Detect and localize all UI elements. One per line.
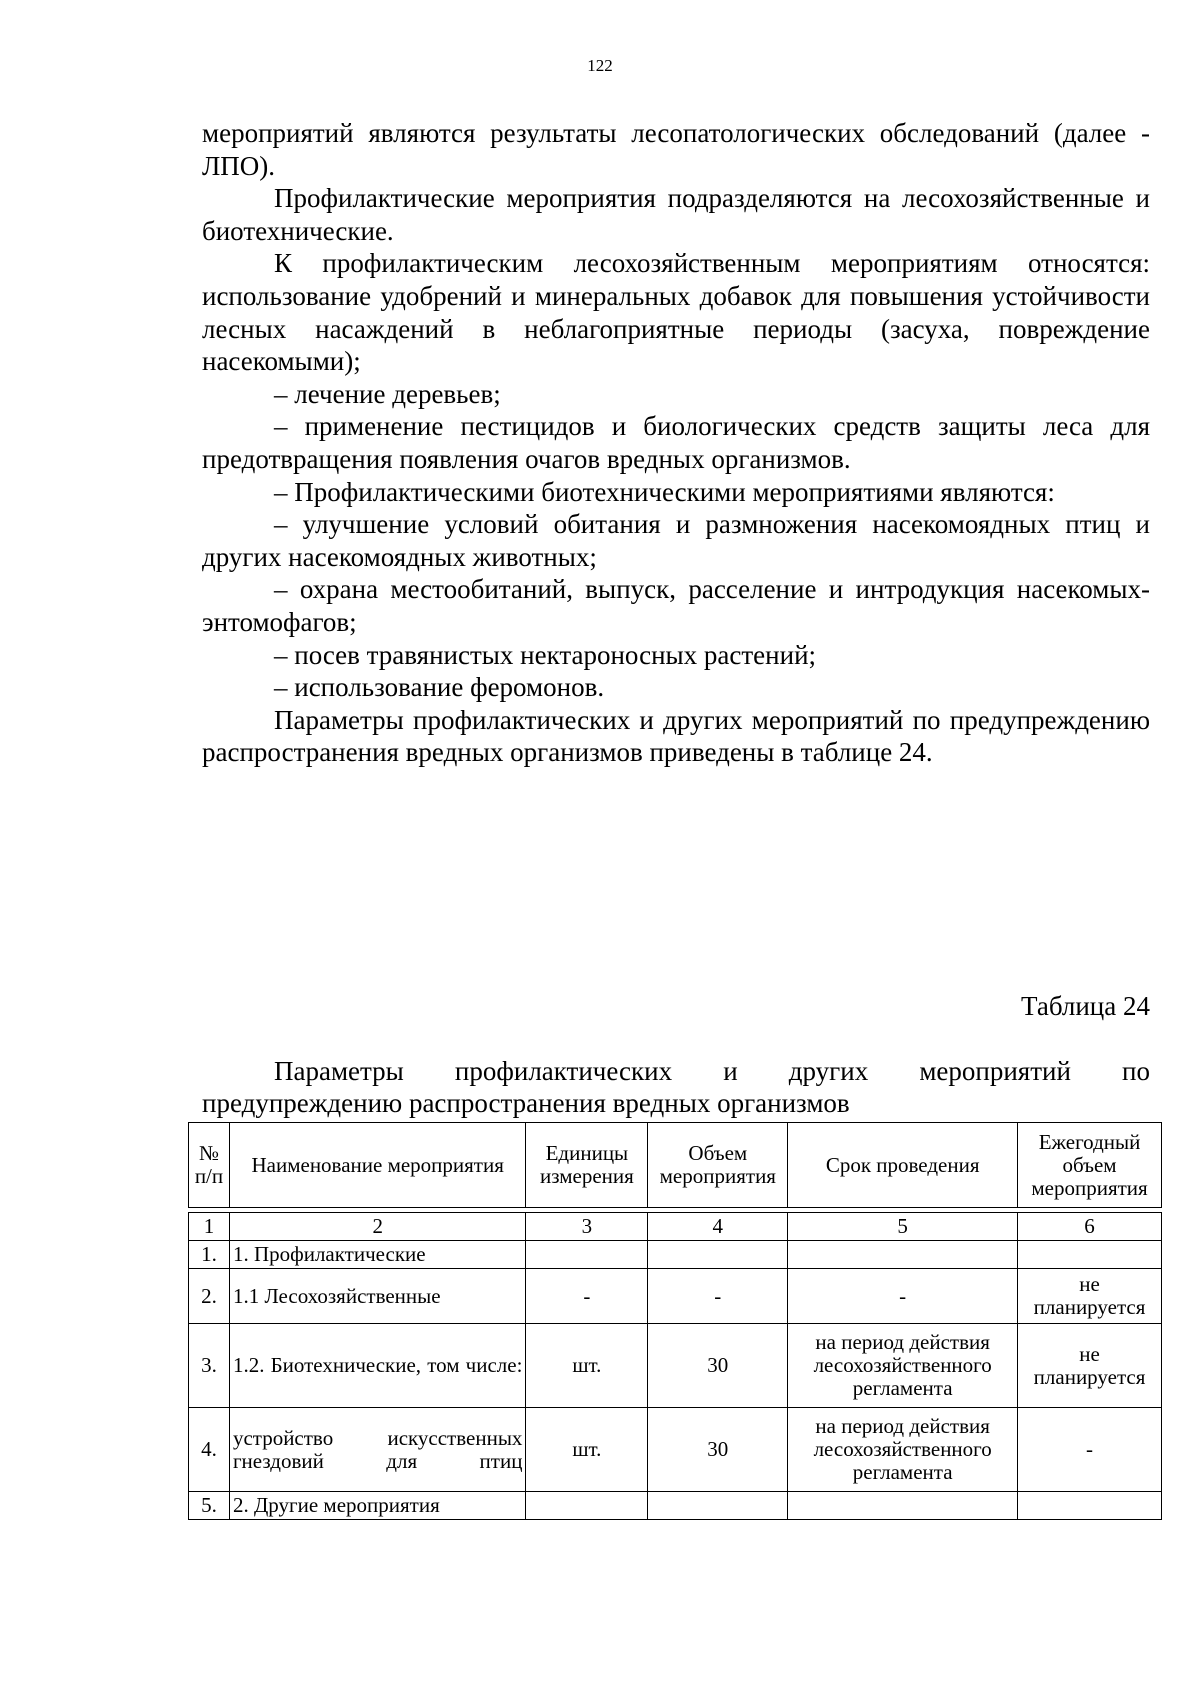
- table-title: [202, 1055, 1150, 1119]
- numbering-cell: 4: [648, 1213, 788, 1241]
- numbering-cell: 2: [229, 1213, 526, 1241]
- header-cell: Объем мероприятия: [648, 1123, 788, 1208]
- numbering-cell: 3: [526, 1213, 648, 1241]
- volume-cell: -: [648, 1269, 788, 1324]
- annual-volume-cell: [1018, 1492, 1162, 1520]
- activity-name: 1.2. Биотехнические, том числе:: [229, 1324, 526, 1408]
- paragraph: мероприятий являются результаты лесопатологических обследований (далее - ЛПО).: [202, 118, 1150, 181]
- volume-cell: [648, 1241, 788, 1269]
- paragraph: К профилактическим лесохозяйственным мероприятиям относятся: использование удобрений и минеральных добавок для повышения устойчивости лесных насаждений в неблагоприятные периоды (засуха, повреждение насекомыми);: [202, 248, 1150, 377]
- table-title-line: Параметры профилактических и других мероприятий по: [274, 1056, 1150, 1086]
- paragraph: Профилактические мероприятия подразделяются на лесохозяйственные и биотехнические.: [202, 183, 1150, 246]
- body-text: [202, 117, 1150, 769]
- unit-cell: шт.: [526, 1324, 648, 1408]
- volume-cell: 30: [648, 1408, 788, 1492]
- table-label: Таблица 24: [1021, 991, 1150, 1021]
- unit-cell: шт.: [526, 1408, 648, 1492]
- table-numbering-row: [189, 1213, 1162, 1241]
- header-cell: Ежегодный объем мероприятия: [1018, 1123, 1162, 1208]
- annual-volume-cell: -: [1018, 1408, 1162, 1492]
- row-number: 1.: [189, 1241, 230, 1269]
- annual-volume-cell: не планируется: [1018, 1324, 1162, 1408]
- term-cell: на период действия лесохозяйственного регламента: [788, 1324, 1018, 1408]
- list-item: – посев травянистых нектароносных растений;: [274, 639, 817, 670]
- table-title-line: предупреждению распространения вредных организмов: [202, 1088, 850, 1118]
- list-item: – использование феромонов.: [274, 672, 605, 703]
- unit-cell: -: [526, 1269, 648, 1324]
- row-number: 2.: [189, 1269, 230, 1324]
- header-cell: № п/п: [189, 1123, 230, 1208]
- numbering-cell: 1: [189, 1213, 230, 1241]
- activity-name: 2. Другие мероприятия: [229, 1492, 526, 1520]
- list-item: – улучшение условий обитания и размножения насекомоядных птиц и других насекомоядных животных;: [202, 509, 1150, 572]
- page-number: 122: [587, 56, 613, 75]
- term-cell: [788, 1492, 1018, 1520]
- list-item: – применение пестицидов и биологических средств защиты леса для предотвращения появления очагов вредных организмов.: [202, 411, 1150, 474]
- volume-cell: [648, 1492, 788, 1520]
- activity-name: 1.1 Лесохозяйственные: [229, 1269, 526, 1324]
- annual-volume-cell: не планируется: [1018, 1269, 1162, 1324]
- paragraph: Параметры профилактических и других мероприятий по предупреждению распространения вредных организмов приведены в таблице 24.: [202, 704, 1150, 768]
- table-row: [189, 1324, 1162, 1408]
- numbering-cell: 6: [1018, 1213, 1162, 1241]
- activity-name: 1. Профилактические: [229, 1241, 526, 1269]
- unit-cell: [526, 1241, 648, 1269]
- table-row: [189, 1241, 1162, 1269]
- term-cell: -: [788, 1269, 1018, 1324]
- row-number: 5.: [189, 1492, 230, 1520]
- annual-volume-cell: [1018, 1241, 1162, 1269]
- table-row: [189, 1269, 1162, 1324]
- parameters-table: [188, 1122, 1162, 1520]
- header-cell: Срок проведения: [788, 1123, 1018, 1208]
- row-number: 4.: [189, 1408, 230, 1492]
- list-item: – охрана местообитаний, выпуск, расселение и интродукция насекомых-энтомофагов;: [202, 574, 1150, 637]
- numbering-cell: 5: [788, 1213, 1018, 1241]
- unit-cell: [526, 1492, 648, 1520]
- term-cell: на период действия лесохозяйственного регламента: [788, 1408, 1018, 1492]
- volume-cell: 30: [648, 1324, 788, 1408]
- list-item: – лечение деревьев;: [274, 378, 501, 409]
- activity-name: устройство искусственных гнездовий для птиц: [229, 1408, 526, 1492]
- table-header-row: [189, 1123, 1162, 1208]
- header-cell: Единицы измерения: [526, 1123, 648, 1208]
- header-cell: Наименование мероприятия: [229, 1123, 526, 1208]
- table-row: [189, 1408, 1162, 1492]
- list-item: – Профилактическими биотехническими мероприятиями являются:: [274, 476, 1055, 507]
- row-number: 3.: [189, 1324, 230, 1408]
- table-row: [189, 1492, 1162, 1520]
- term-cell: [788, 1241, 1018, 1269]
